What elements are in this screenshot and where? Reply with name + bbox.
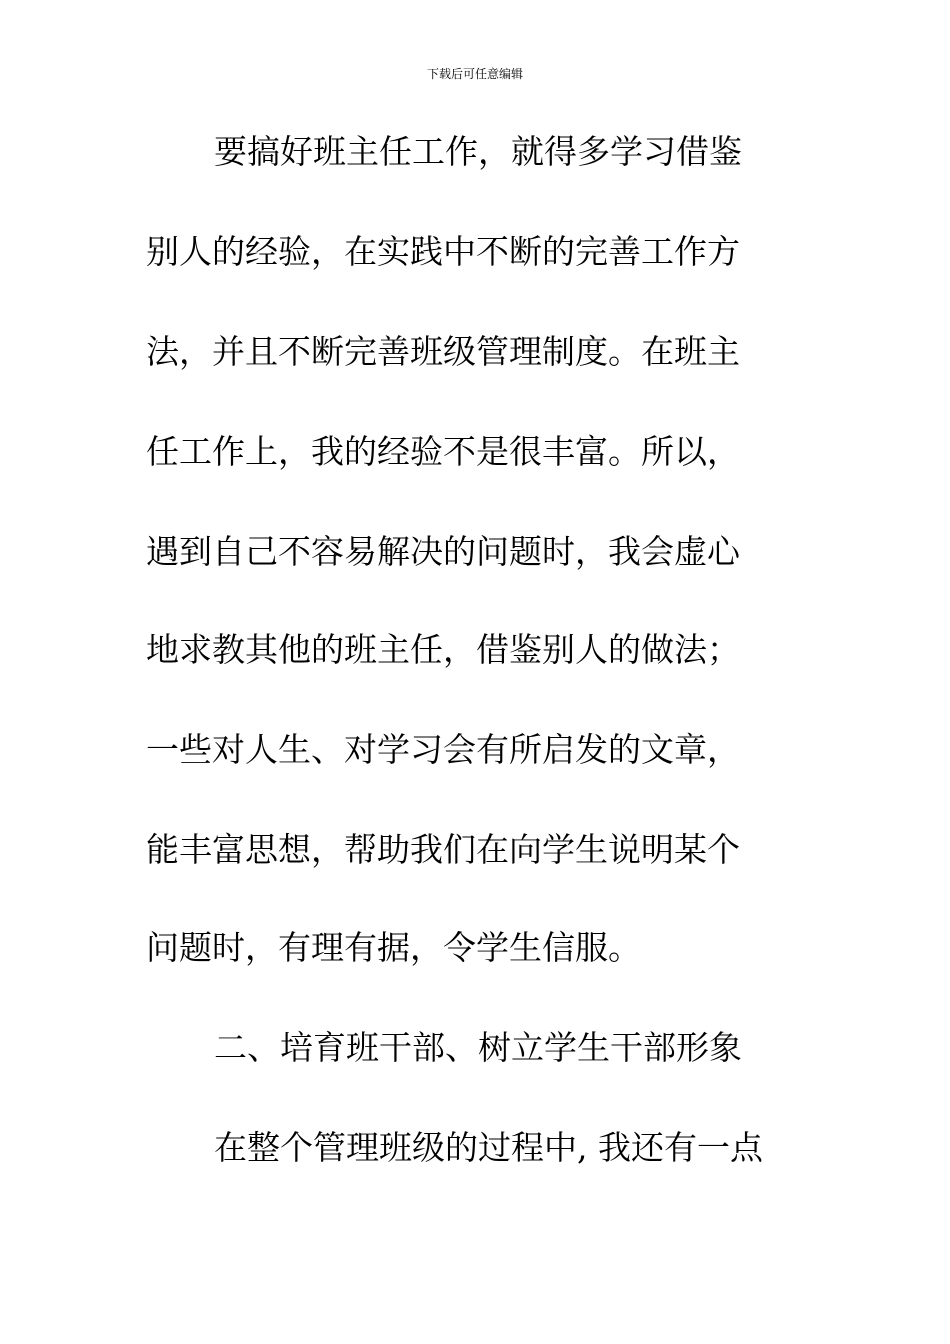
header-note: 下载后可任意编辑: [426, 67, 523, 81]
paragraph-line: 问题时，有理有据，令学生信服。: [146, 928, 641, 967]
paragraph-line: 地求教其他的班主任，借鉴别人的做法；: [146, 630, 740, 669]
paragraph-line: 能丰富思想，帮助我们在向学生说明某个: [146, 830, 740, 869]
section-heading: 二、培育班干部、树立学生干部形象: [214, 1028, 742, 1067]
paragraph-line: 要搞好班主任工作，就得多学习借鉴: [214, 132, 742, 171]
paragraph-line: 法，并且不断完善班级管理制度。在班主: [146, 332, 740, 371]
paragraph-line: 在整个管理班级的过程中, 我还有一点: [214, 1128, 763, 1167]
paragraph-line: 别人的经验，在实践中不断的完善工作方: [146, 232, 740, 271]
paragraph-line: 任工作上，我的经验不是很丰富。所以，: [146, 432, 740, 471]
paragraph-line: 遇到自己不容易解决的问题时，我会虚心: [146, 532, 740, 571]
paragraph-line: 一些对人生、对学习会有所启发的文章，: [146, 730, 740, 769]
